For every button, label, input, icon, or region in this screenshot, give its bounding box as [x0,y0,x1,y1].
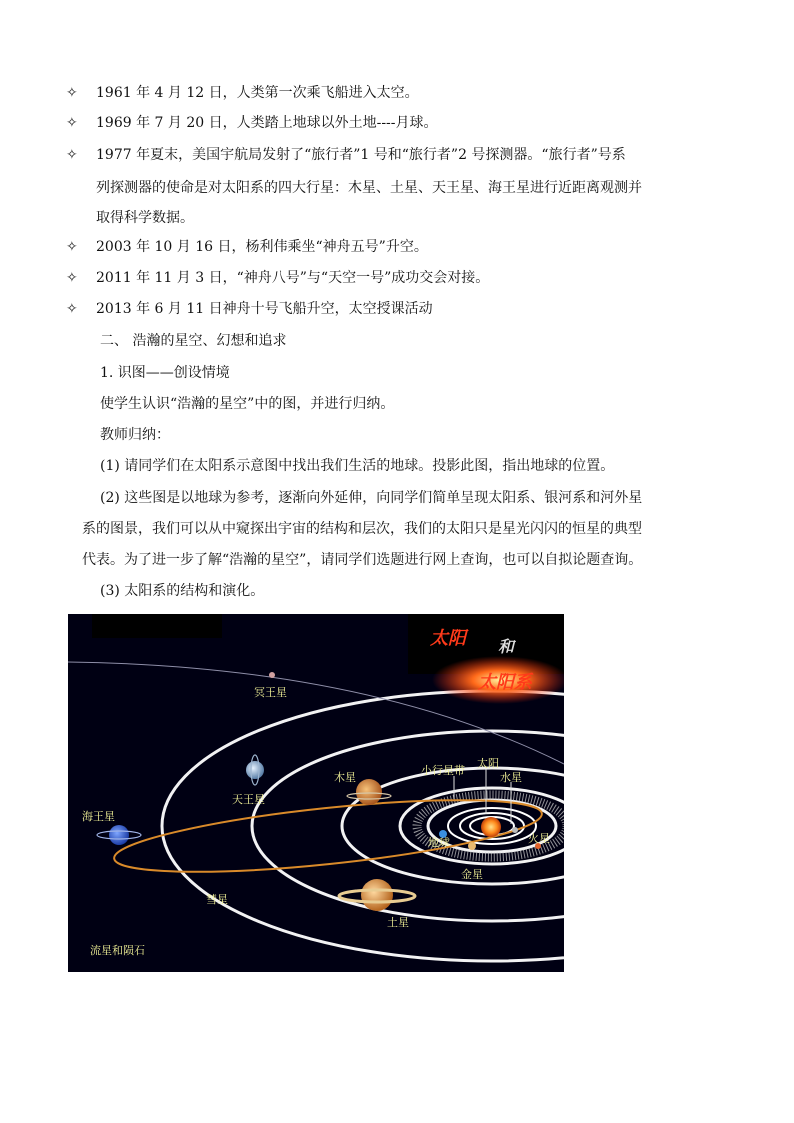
paragraph-2-line: 系的图景，我们可以从中窥探出宇宙的结构和层次，我们的太阳只是星光闪闪的恒星的典型 [82,521,642,537]
paragraph-1: (1) 请同学们在太阳系示意图中找出我们生活的地球。投影此图，指出地球的位置。 [100,458,615,474]
label-asteroid-belt: 小行星带 [421,764,465,777]
label-venus: 金星 [461,868,483,881]
label-mercury: 水星 [500,771,522,784]
diamond-bullet-icon: ✧ [66,239,78,255]
diamond-bullet-icon: ✧ [66,115,78,131]
bullet-continuation: 取得科学数据。 [96,210,194,226]
paragraph-2-line: (2) 这些图是以地球为参考，逐渐向外延伸，向同学们简单呈现太阳系、银河系和河外星 [100,490,643,506]
label-comet: 彗星 [206,893,228,906]
bullet-item [0,300,794,318]
label-uranus: 天王星 [232,793,265,806]
label-jupiter: 木星 [334,771,356,784]
bullet-item [0,146,794,164]
bullet-item [0,269,794,287]
figure-title-sun: 太阳 [430,628,466,649]
bullet-item [0,114,794,132]
diamond-bullet-icon: ✧ [66,85,78,101]
figure-title-and: 和 [498,637,515,656]
bullet-text: 2003 年 10 月 16 日，杨利伟乘坐“神舟五号”升空。 [96,239,428,255]
solar-system-figure [68,614,564,972]
label-neptune: 海王星 [82,810,115,823]
label-earth: 地球 [428,836,450,849]
paragraph-2-line: 代表。为了进一步了解“浩瀚的星空”，请同学们选题进行网上查询，也可以自拟论题查询。 [82,552,643,568]
bullet-item [0,238,794,256]
diamond-bullet-icon: ✧ [66,301,78,317]
bullet-text: 1969 年 7 月 20 日，人类踏上地球以外土地----月球。 [96,115,438,131]
bullet-text: 2011 年 11 月 3 日，“神舟八号”与“天空一号”成功交会对接。 [96,270,490,286]
sub-heading: 1. 识图——创设情境 [100,365,230,381]
figure-title-solar-system: 太阳系 [478,672,532,693]
bullet-text: 2013 年 6 月 11 日神舟十号飞船升空，太空授课活动 [96,301,433,317]
bullet-text: 1977 年夏末，美国宇航局发射了“旅行者”1 号和“旅行者”2 号探测器。“旅行者”号系 [96,147,626,163]
bullet-item [0,84,794,102]
bullet-continuation: 列探测器的使命是对太阳系的四大行星：木星、土星、天王星、海王星进行近距离观测并 [96,180,642,196]
label-meteors: 流星和陨石 [90,944,145,957]
paragraph-3: (3) 太阳系的结构和演化。 [100,583,265,599]
label-sun: 太阳 [477,757,499,770]
label-pluto: 冥王星 [254,686,287,699]
section-heading: 二、 浩瀚的星空、幻想和追求 [100,333,287,349]
teacher-label: 教师归纳： [100,427,170,443]
bullet-text: 1961 年 4 月 12 日，人类第一次乘飞船进入太空。 [96,85,419,101]
diamond-bullet-icon: ✧ [66,147,78,163]
diamond-bullet-icon: ✧ [66,270,78,286]
intro-line: 使学生认识“浩瀚的星空”中的图，并进行归纳。 [100,396,395,412]
label-saturn: 土星 [387,916,409,929]
label-mars: 火星 [528,832,550,845]
